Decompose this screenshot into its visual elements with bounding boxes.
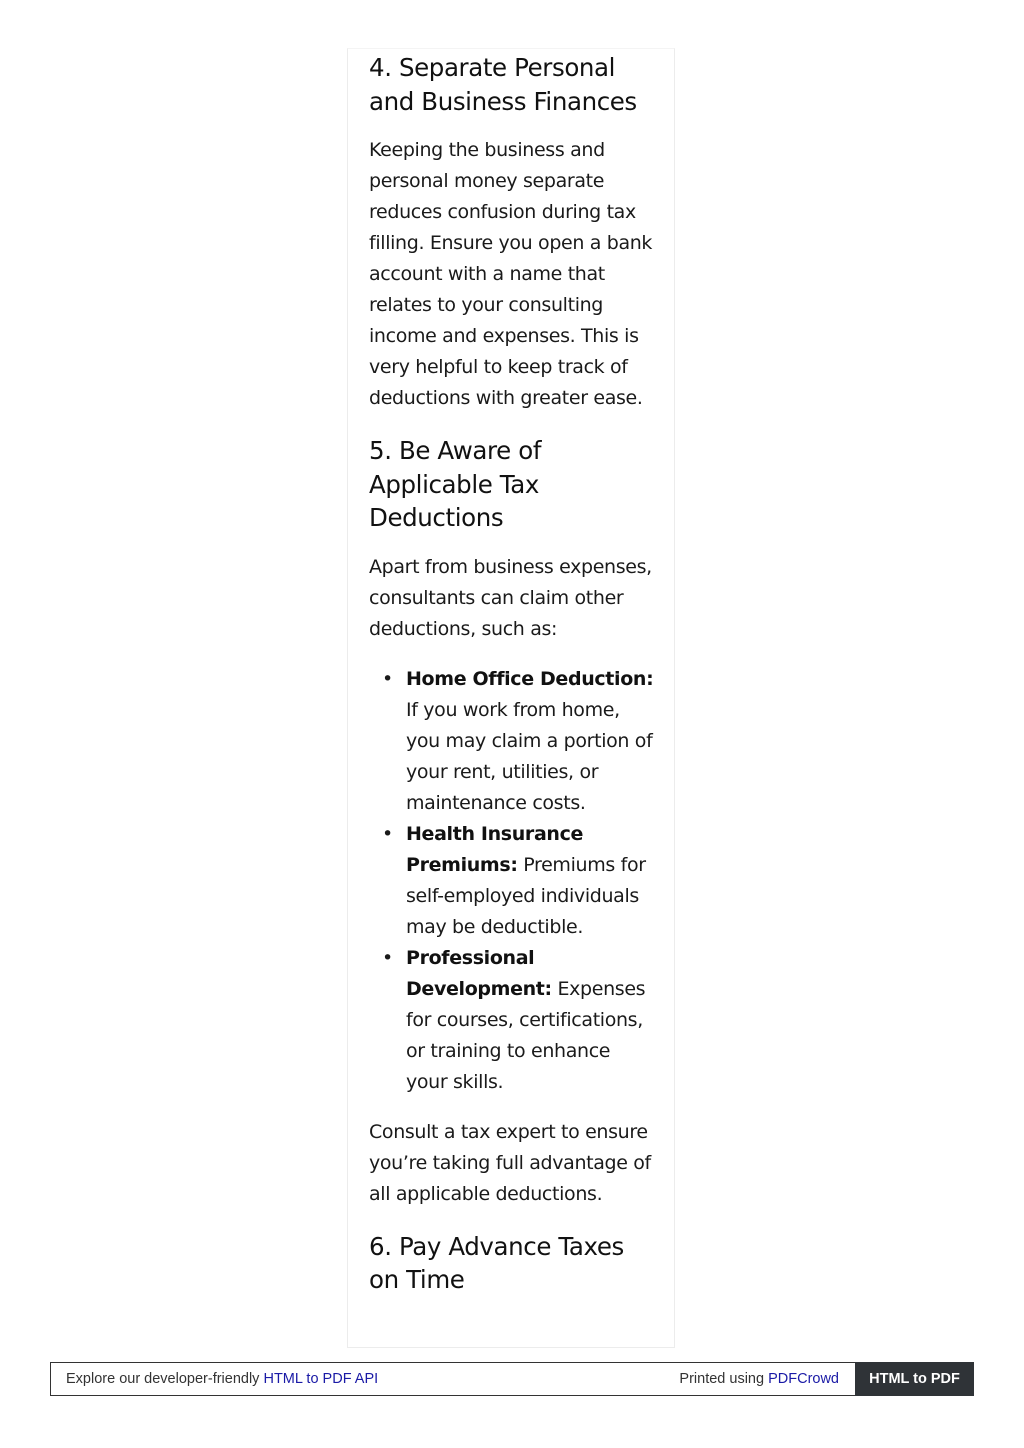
- section-4-paragraph: Keeping the business and personal money separate reduces confusion during tax filling. Ensure you open a bank account with a name that relates to your consulting income and expenses. This is very helpful to keep track of deductions with greater ease.: [369, 139, 653, 409]
- list-item-term: Health Insurance Premiums:: [406, 822, 584, 876]
- list-item-text: Premiums for self-employed individuals may be deductible.: [406, 853, 646, 938]
- list-item-text: Expenses for courses, certifications, or training to enhance your skills.: [406, 977, 646, 1093]
- section-5-closing: Consult a tax expert to ensure you’re taking full advantage of all applicable deductions.: [369, 1120, 651, 1205]
- section-4-heading-line-2: and Business Finances: [369, 86, 637, 116]
- list-item-term: Professional Development:: [406, 946, 552, 1000]
- list-item-term: Home Office Deduction:: [406, 667, 654, 690]
- article-column: [347, 48, 675, 1348]
- bullet-icon: •: [382, 946, 393, 969]
- deductions-list: [369, 664, 654, 1098]
- section-4-heading: [369, 51, 654, 118]
- list-item-health-insurance: [382, 819, 654, 943]
- list-item-text: If you work from home, you may claim a portion of your rent, utilities, or maintenance costs.: [406, 698, 653, 814]
- section-5-heading-line-1: 5. Be Aware of: [369, 436, 542, 465]
- article-content: [348, 51, 674, 1297]
- bullet-icon: •: [382, 667, 393, 690]
- section-6-heading: [369, 1230, 654, 1297]
- list-item-home-office: [382, 664, 654, 819]
- footer-promo: [66, 1363, 378, 1395]
- section-5-heading-line-3: Deductions: [369, 503, 504, 532]
- pdfcrowd-link[interactable]: PDFCrowd: [768, 1371, 839, 1387]
- section-5-heading-line-2: Applicable Tax: [369, 469, 540, 499]
- footer-promo-text: Explore our developer-friendly: [66, 1371, 264, 1387]
- pdfcrowd-footer: [50, 1362, 974, 1396]
- list-item-professional-development: [382, 943, 654, 1098]
- footer-printed-using: [679, 1363, 839, 1395]
- footer-printed-text: Printed using: [679, 1371, 769, 1387]
- section-6-heading-line-1: 6. Pay Advance Taxes: [369, 1231, 624, 1261]
- html-to-pdf-api-link[interactable]: HTML to PDF API: [263, 1371, 379, 1387]
- html-to-pdf-badge[interactable]: HTML to PDF: [855, 1362, 974, 1396]
- section-4-heading-line-1: 4. Separate Personal: [369, 53, 616, 82]
- section-5-heading: [369, 434, 654, 535]
- section-5-intro: Apart from business expenses, consultants can claim other deductions, such as:: [369, 555, 652, 640]
- bullet-icon: •: [382, 822, 393, 845]
- section-6-heading-line-2: on Time: [369, 1265, 465, 1294]
